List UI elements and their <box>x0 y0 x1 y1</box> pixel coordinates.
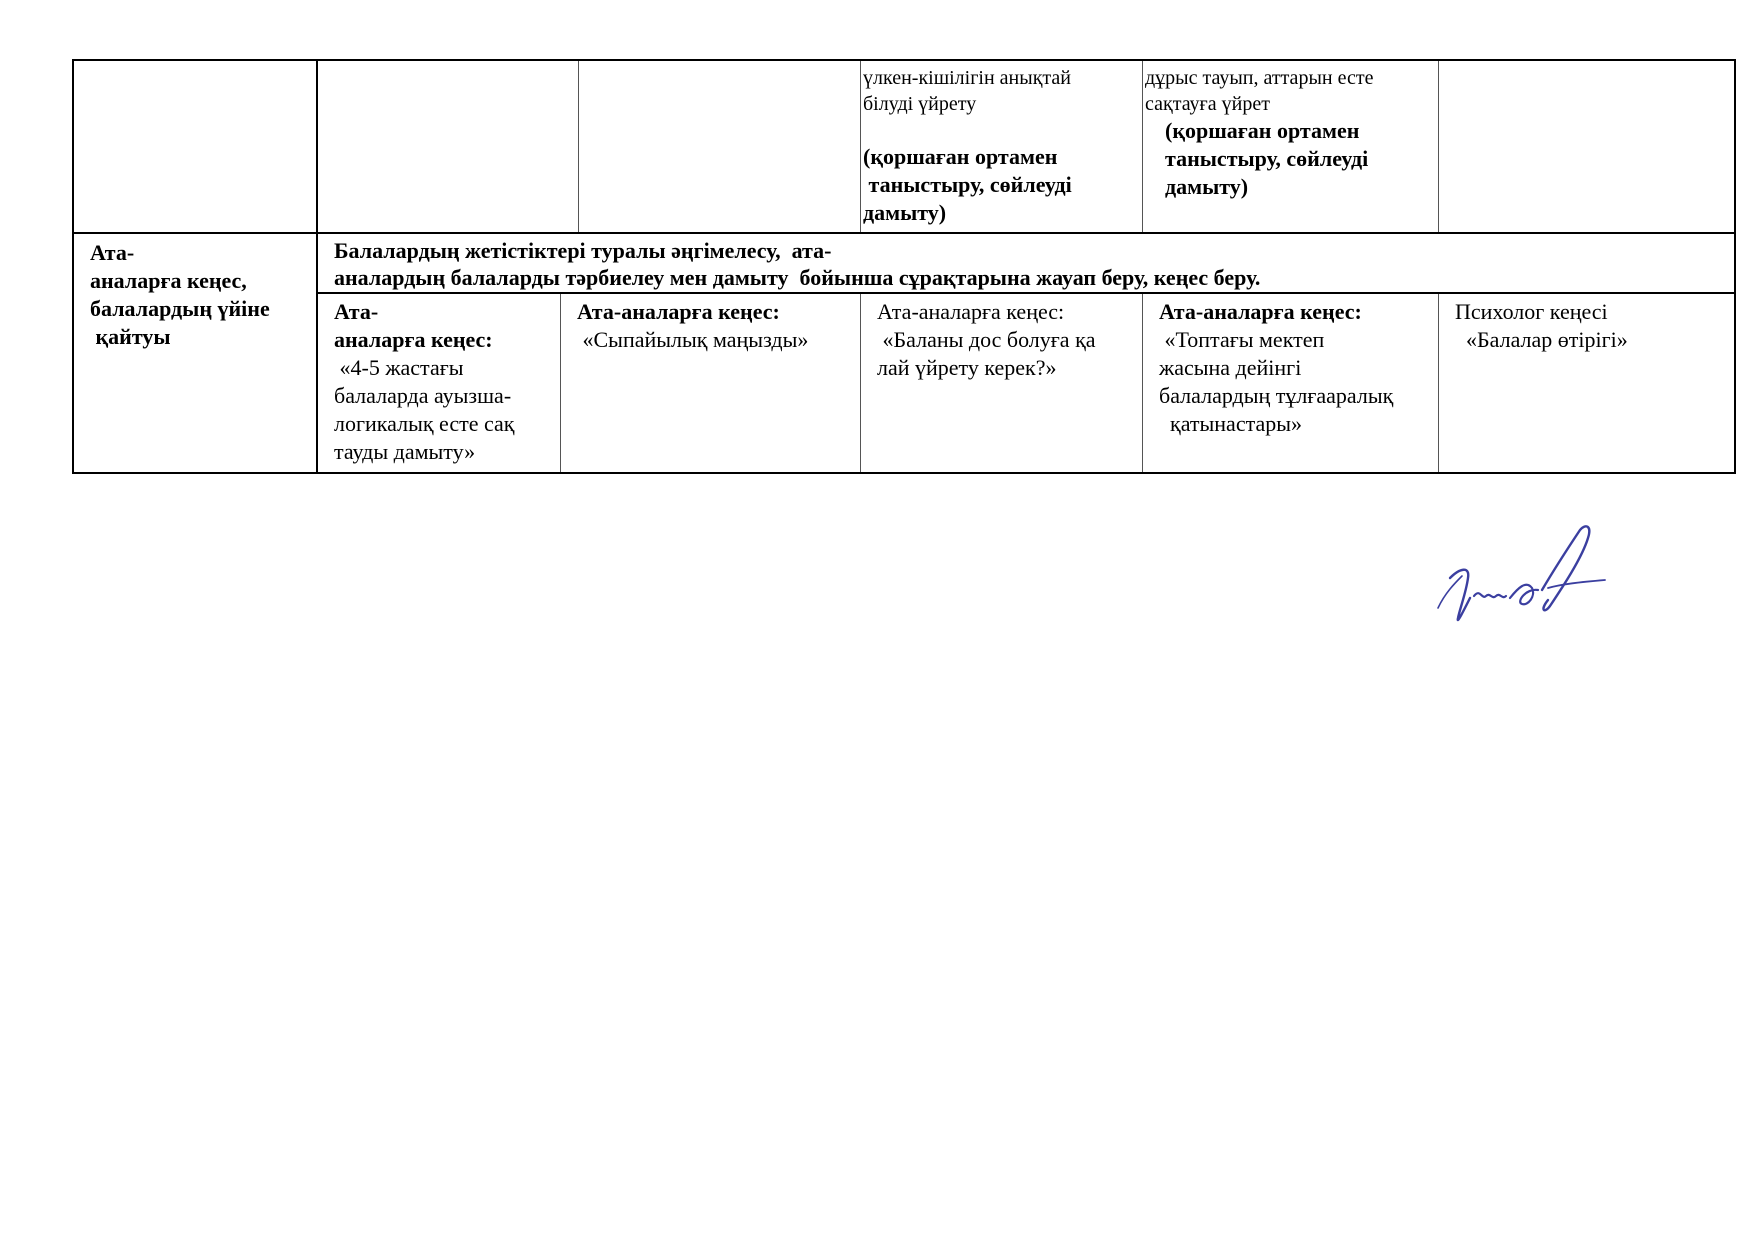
cell-bold-line: дамыту) <box>1165 174 1249 199</box>
cell-text-line: Психолог кеңесі <box>1455 299 1608 324</box>
cell-bold-line: таныстыру, сөйлеуді <box>863 172 1072 197</box>
row-label-line: Ата- <box>90 240 135 265</box>
cell-text-line: «Баланы дос болуға қа <box>877 327 1096 352</box>
cell-text-line: «Топтағы мектеп <box>1159 327 1325 352</box>
row-label-line: балалардың үйіне <box>90 296 270 321</box>
cell-text-line: «4-5 жастағы <box>334 355 464 380</box>
cell-text-line: сақтауға үйрет <box>1145 93 1270 115</box>
cell-text-line: логикалық есте сақ <box>334 411 515 436</box>
table-cell <box>74 61 316 232</box>
signature-strokes <box>1438 526 1605 620</box>
table-cell-day2 <box>560 294 860 472</box>
cell-bold-line: Ата-аналарға кеңес: <box>1159 299 1362 324</box>
table-cell-day5 <box>1142 61 1438 232</box>
signature-stroke <box>1510 585 1538 605</box>
table-cell-day4 <box>860 61 1142 232</box>
cell-bold-line: таныстыру, сөйлеуді <box>1165 146 1369 171</box>
table-cell-day3 <box>860 294 1142 472</box>
cell-text-line: «Балалар өтірігі» <box>1455 327 1628 352</box>
row-label <box>74 234 316 472</box>
cell-bold-line: (қоршаған ортамен <box>863 144 1058 169</box>
cell-text-line: Ата-аналарға кеңес: <box>877 299 1065 324</box>
cell-bold-line: Ата- <box>334 299 379 324</box>
cell-bold-line: Ата-аналарға кеңес: <box>577 299 780 324</box>
cell-text-line: балалардың тұлғааралық <box>1159 383 1394 408</box>
cell-bold-line: (қоршаған ортамен <box>1165 118 1360 143</box>
table-cell <box>578 61 860 232</box>
signature-stroke <box>1474 593 1506 597</box>
cell-text-line: үлкен-кішілігін анықтай <box>863 67 1071 89</box>
cell-text-line: балаларда ауызша- <box>334 383 512 408</box>
table-cell-day4 <box>1142 294 1438 472</box>
table-cell <box>316 61 578 232</box>
cell-text-line: «Сыпайылық маңызды» <box>577 327 809 352</box>
signature-stroke <box>1548 580 1605 588</box>
schedule-table <box>72 59 1736 474</box>
merged-cell <box>316 234 1734 294</box>
cell-text-line: тауды дамыту» <box>334 439 476 464</box>
table-row <box>74 234 1734 472</box>
day-cells <box>316 294 1734 472</box>
cell-text-line: лай үйрету керек?» <box>877 355 1057 380</box>
merged-cell-line: Балалардың жетістіктері туралы әңгімелесу, ата- <box>334 238 832 263</box>
row-label-line: қайтуы <box>90 324 171 349</box>
cell-text-line: білуді үйрету <box>863 93 977 115</box>
table-row <box>74 61 1734 234</box>
table-cell-day1 <box>316 294 560 472</box>
table-cell-day5 <box>1438 294 1734 472</box>
cell-text-line: жасына дейінгі <box>1159 355 1302 380</box>
cell-text-line: дұрыс тауып, аттарын есте <box>1145 67 1374 89</box>
cell-bold-line: аналарға кеңес: <box>334 327 493 352</box>
signature-image <box>1430 518 1620 643</box>
table-cell <box>1438 61 1734 232</box>
cell-bold-line: дамыту) <box>863 200 947 225</box>
signature-stroke <box>1542 526 1589 610</box>
cell-text-line: қатынастары» <box>1159 411 1303 436</box>
signature-stroke <box>1438 576 1462 608</box>
merged-cell-line: аналардың балаларды тәрбиелеу мен дамыту бойынша сұрақтарына жауап беру, кеңес беру. <box>334 265 1261 290</box>
row-label-line: аналарға кеңес, <box>90 268 247 293</box>
